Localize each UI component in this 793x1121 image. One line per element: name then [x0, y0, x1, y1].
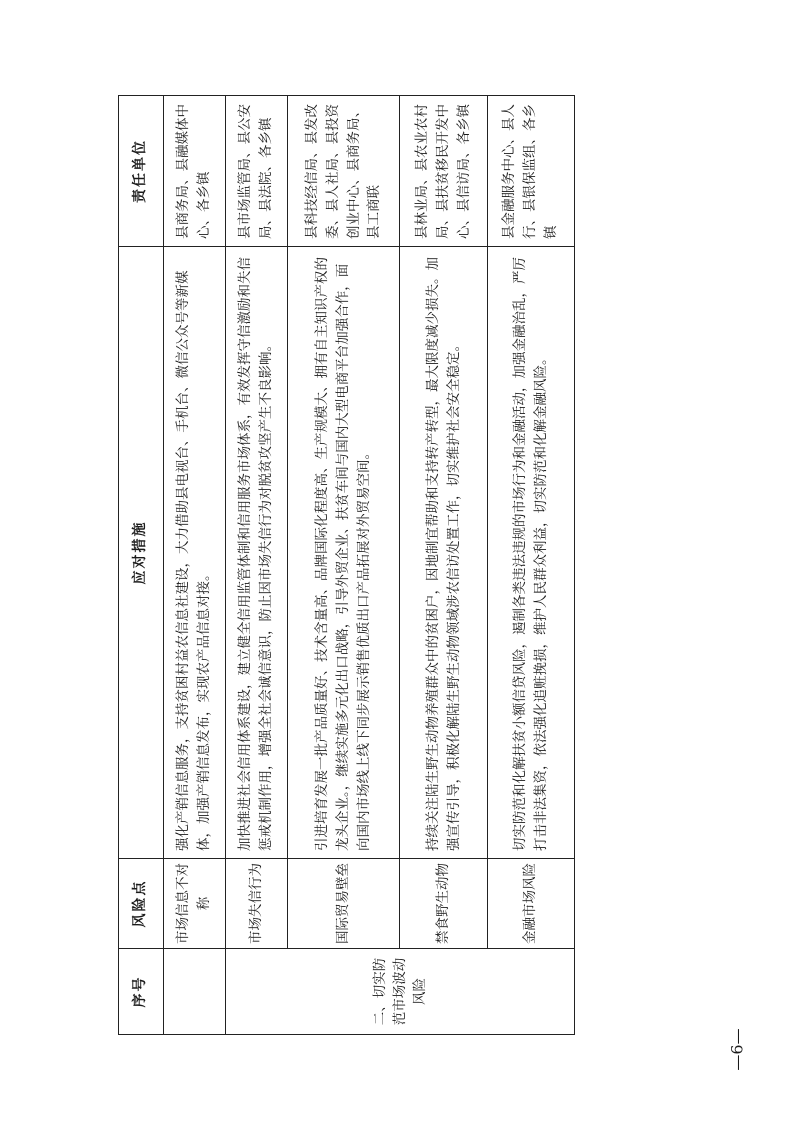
measures-cell: 强化产销信息服务，支持贫困村益农信息社建设，大力借助县电视台、手机台、微信公众号等新媒体，加强产销信息发布，实现农产品信息对接。: [164, 247, 226, 859]
risk-measures-table: [118, 95, 575, 1035]
table-row: [400, 96, 487, 1035]
risk-cell: 禁食野生动物: [400, 859, 487, 949]
measures-cell: 引进培育发展一批产品质量好、技术含量高、品牌国际化程度高、生产规模大、拥有自主知识产权的龙头企业。，继续实施多元化出口战略，引导外贸企业、扶贫车间与国内大型电商平台加强合作，面向国内市场线上线下同步展示销售优质出口产品拓展对外贸易空间。: [287, 247, 400, 859]
unit-cell: 县科技经信局、县发改委、县人社局、县投资创业中心、县商务局、县工商联: [287, 96, 400, 247]
table-row: [225, 96, 287, 1035]
measures-cell: 加快推进社会信用体系建设，建立健全信用监管体制和信用服务市场体系，有效发挥守信激励和失信惩戒机制作用，增强全社会诚信意识，防止因市场失信行为对脱贫攻坚产生不良影响。: [225, 247, 287, 859]
header-unit: 责任单位: [119, 96, 164, 247]
risk-table-sheet: [118, 96, 575, 1035]
header-risk: 风险点: [119, 859, 164, 949]
unit-cell: 县金融服务中心、县人行、县银保监组、各乡镇: [487, 96, 574, 247]
unit-cell: 县商务局、县融媒体中心、各乡镇: [164, 96, 226, 247]
risk-cell: 金融市场风险: [487, 859, 574, 949]
unit-cell: 县林业局、县农业农村局、县扶贫移民开发中心、县信访局、各乡镇: [400, 96, 487, 247]
category-cell: 二、切实防范市场波动风险: [225, 949, 574, 1035]
header-seq: 序号: [119, 949, 164, 1035]
risk-cell: 市场失信行为: [225, 859, 287, 949]
table-row: [487, 96, 574, 1035]
table-header-row: [119, 96, 164, 1035]
risk-cell: 国际贸易壁垒: [287, 859, 400, 949]
table-row: [287, 96, 400, 1035]
seq-cell-empty: [164, 949, 226, 1035]
unit-cell: 县市场监管局、县公安局、县法院、各乡镇: [225, 96, 287, 247]
measures-cell: 持续关注陆生野生动物养殖群众中的贫困户，因地制宜帮助和支持转产转型，最大限度减少损失。加强宣传引导，积极化解陆生野生动物领域涉农信访处置工作，切实维护社会安全稳定。: [400, 247, 487, 859]
measures-cell: 切实防范和化解扶贫小额信贷风险，遏制各类违法违规的市场行为和金融活动，加强金融治乱，严厉打击非法集资，依法强化追赃挽损，维护人民群众利益，切实防范和化解金融风险。: [487, 247, 574, 859]
header-measures: 应对措施: [119, 247, 164, 859]
page-number: —6—: [727, 1028, 747, 1071]
table-row: [164, 96, 226, 1035]
risk-cell: 市场信息不对称: [164, 859, 226, 949]
